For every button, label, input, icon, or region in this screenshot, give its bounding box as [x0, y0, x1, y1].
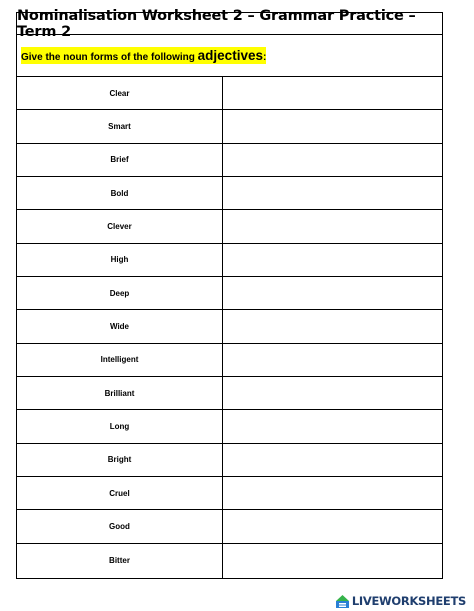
adjective-cell: High [17, 244, 223, 276]
adjective-cell: Clear [17, 77, 223, 109]
table-row [17, 344, 442, 377]
noun-answer-input[interactable] [223, 177, 442, 209]
table-row [17, 144, 442, 177]
adjective-cell: Brief [17, 144, 223, 176]
table-row [17, 110, 442, 143]
adjective-cell: Good [17, 510, 223, 542]
brand-text: LIVEWORKSHEETS [351, 594, 466, 608]
adjective-cell: Wide [17, 310, 223, 342]
answer-cell [223, 544, 442, 578]
table-row [17, 410, 442, 443]
liveworksheets-logo-icon [336, 595, 349, 608]
adjective-cell: Bold [17, 177, 223, 209]
instruction [17, 35, 442, 77]
noun-answer-input[interactable] [223, 210, 442, 242]
noun-answer-input[interactable] [223, 544, 442, 578]
noun-answer-input[interactable] [223, 144, 442, 176]
noun-answer-input[interactable] [223, 244, 442, 276]
table-row [17, 244, 442, 277]
instruction-suffix: : [262, 52, 267, 63]
answer-cell [223, 344, 442, 376]
noun-answer-input[interactable] [223, 110, 442, 142]
answer-cell [223, 77, 442, 109]
adjective-cell: Intelligent [17, 344, 223, 376]
noun-answer-input[interactable] [223, 277, 442, 309]
worksheet [16, 7, 443, 579]
noun-answer-input[interactable] [223, 344, 442, 376]
noun-answer-input[interactable] [223, 477, 442, 509]
table-row [17, 77, 442, 110]
table-row [17, 510, 442, 543]
liveworksheets-brand[interactable] [333, 593, 469, 609]
table-row [17, 210, 442, 243]
answer-cell [223, 244, 442, 276]
answer-cell [223, 177, 442, 209]
answer-cell [223, 410, 442, 442]
adjective-cell: Cruel [17, 477, 223, 509]
table-row [17, 477, 442, 510]
instruction-prefix: Give the noun forms of the following [21, 52, 198, 63]
instruction-highlight [21, 47, 266, 64]
noun-answer-input[interactable] [223, 77, 442, 109]
adjective-cell: Bitter [17, 544, 223, 578]
answer-cell [223, 510, 442, 542]
answer-cell [223, 377, 442, 409]
table-row [17, 377, 442, 410]
table-row [17, 444, 442, 477]
noun-answer-input[interactable] [223, 410, 442, 442]
table-row [17, 544, 442, 578]
adjective-cell: Brilliant [17, 377, 223, 409]
answer-cell [223, 144, 442, 176]
worksheet-title: Nominalisation Worksheet 2 – Grammar Practice – Term 2 [17, 13, 442, 35]
answer-cell [223, 110, 442, 142]
noun-answer-input[interactable] [223, 444, 442, 476]
answer-cell [223, 444, 442, 476]
adjective-cell: Bright [17, 444, 223, 476]
answer-cell [223, 277, 442, 309]
answer-cell [223, 477, 442, 509]
table-row [17, 277, 442, 310]
word-table [17, 77, 442, 578]
answer-cell [223, 210, 442, 242]
instruction-keyword: adjectives [197, 48, 263, 63]
table-row [17, 177, 442, 210]
adjective-cell: Smart [17, 110, 223, 142]
noun-answer-input[interactable] [223, 377, 442, 409]
noun-answer-input[interactable] [223, 510, 442, 542]
adjective-cell: Clever [17, 210, 223, 242]
answer-cell [223, 310, 442, 342]
adjective-cell: Long [17, 410, 223, 442]
noun-answer-input[interactable] [223, 310, 442, 342]
table-row [17, 310, 442, 343]
adjective-cell: Deep [17, 277, 223, 309]
